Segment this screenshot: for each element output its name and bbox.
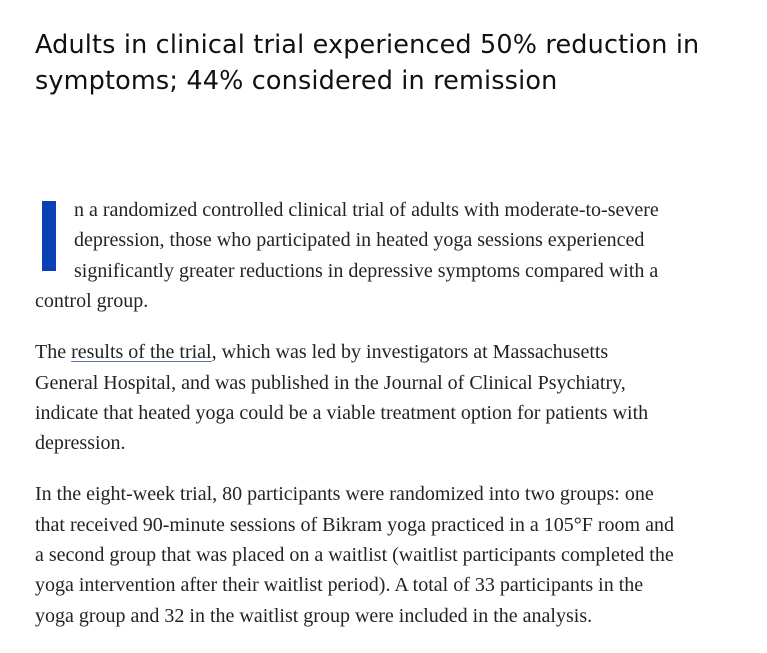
article-paragraph-2 — [35, 337, 675, 459]
article-paragraph-1 — [35, 195, 675, 317]
article-body — [35, 195, 675, 652]
article-subheadline: Adults in clinical trial experienced 50% reduction in symptoms; 44% considered in remission — [35, 30, 700, 96]
paragraph-2-before-link: The — [35, 341, 72, 364]
dropcap-bar — [42, 201, 56, 271]
dropcap — [35, 201, 56, 271]
trial-results-link[interactable]: results of the trial — [71, 341, 212, 364]
paragraph-2-after-link: , which was led by investigators at Massachusetts General Hospital, and was published in the Journal of Clinical Psychiatry, indicate that heated yoga could be a viable treatment option for patients with depression. — [35, 341, 649, 455]
article-paragraph-3: In the eight-week trial, 80 participants were randomized into two groups: one that received 90-minute sessions of Bikram yoga practiced in a 105°F room and a second group that was placed on a waitlist (waitlist participants completed the yoga intervention after their waitlist period). A total of 33 participants in the yoga group and 32 in the waitlist group were included in the analysis. — [35, 483, 674, 627]
paragraph-1-text: n a randomized controlled clinical trial of adults with moderate-to-severe depression, those who participated in heated yoga sessions experienced significantly greater reductions in depressive symptoms compared with a control group. — [35, 199, 659, 313]
